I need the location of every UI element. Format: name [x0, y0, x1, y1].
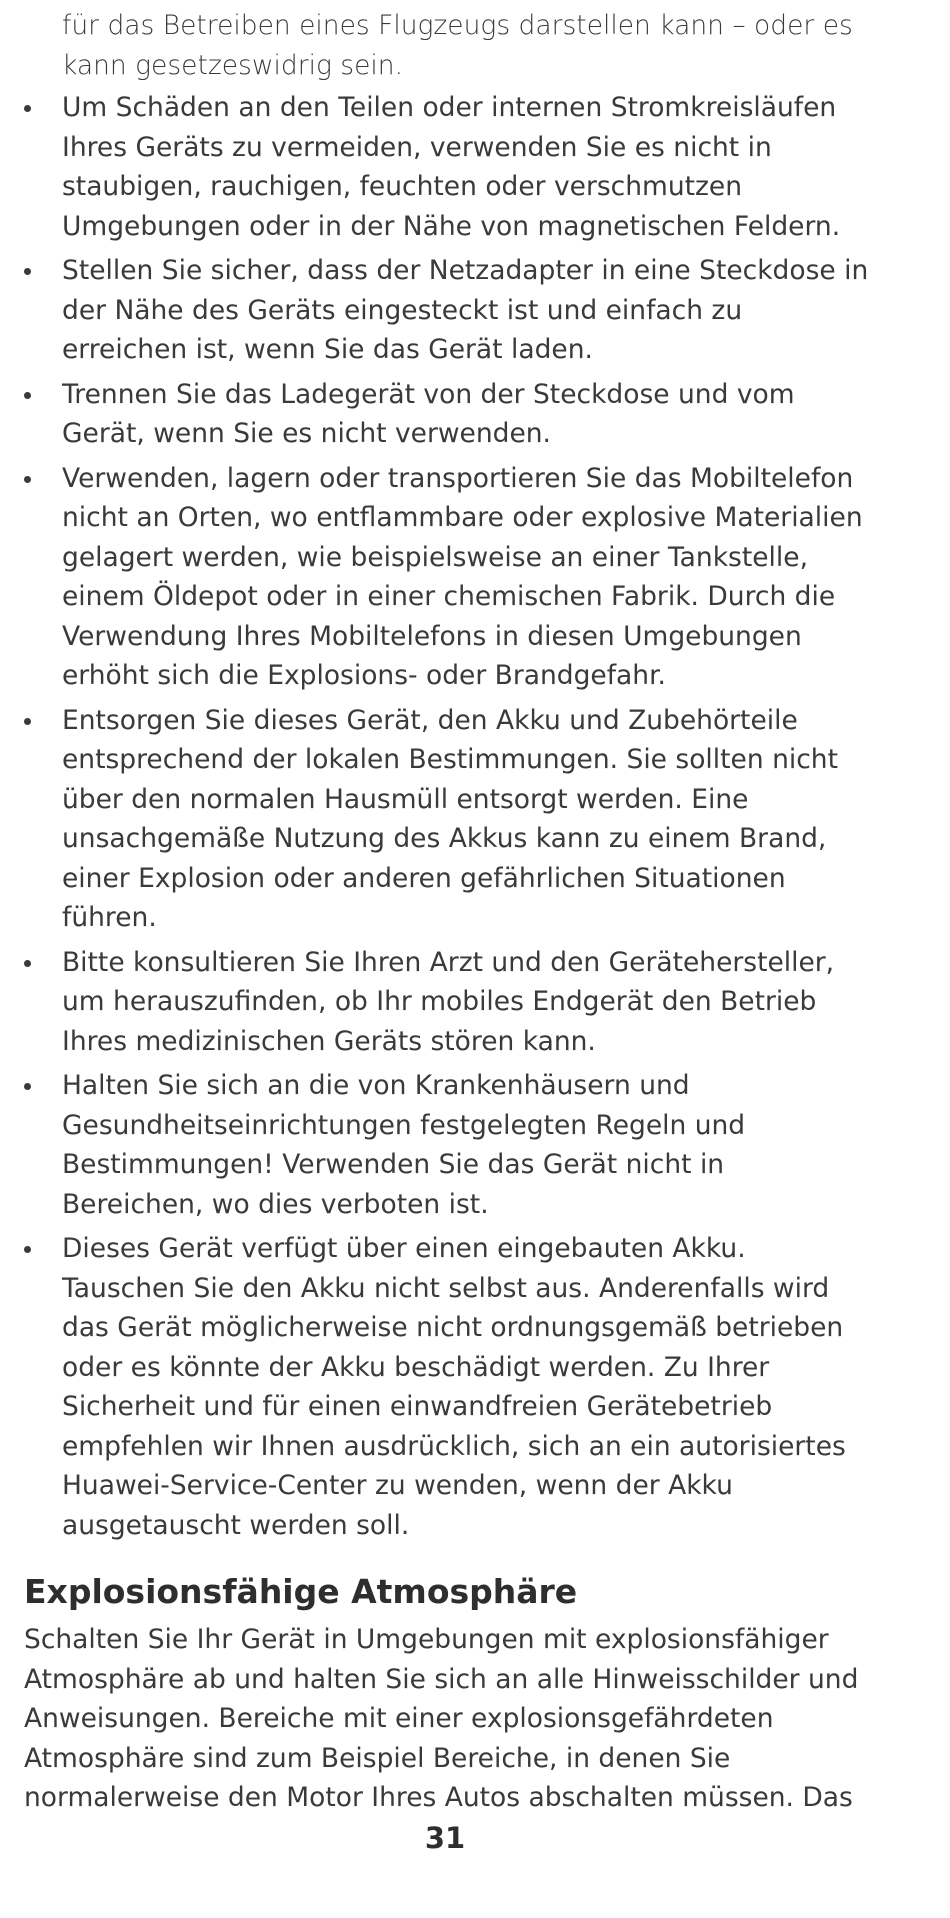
- bullet-text: Stellen Sie sicher, dass der Netzadapter in eine Steckdose in der Nähe des Geräts eingesteckt ist und einfach zu erreichen ist, wenn Sie das Gerät laden.: [62, 255, 869, 365]
- bullet-text: Bitte konsultieren Sie Ihren Arzt und den Gerätehersteller, um herauszufinden, ob Ihr mobiles Endgerät den Betrieb Ihres medizinischen Geräts stören kann.: [62, 946, 835, 1057]
- bullet-text: Entsorgen Sie dieses Gerät, den Akku und Zubehörteile entsprechend der lokalen Bestimmungen. Sie sollten nicht über den normalen Hausmüll entsorgt werden. Eine unsachgemäße Nutzung des Akkus kann zu einem Brand, einer Explosion oder anderen gefährlichen Situationen führen.: [62, 704, 838, 933]
- bullet-icon: [24, 1083, 31, 1090]
- bullet-text: Verwenden, lagern oder transportieren Sie das Mobiltelefon nicht an Orten, wo entflammbare oder explosive Materialien gelagert werden, wie beispielsweise an einer Tankstelle, einem Öldepot oder in einer chemischen Fabrik. Durch die Verwendung Ihres Mobiltelefons in diesen Umgebungen erhöht sich die Explosions- oder Brandgefahr.: [62, 462, 863, 691]
- bullet-icon: [24, 392, 31, 399]
- list-item: [0, 701, 870, 938]
- bullet-icon: [24, 1246, 31, 1253]
- continued-paragraph: für das Betreiben eines Flugzeugs darstellen kann – oder es kann gesetzeswidrig sein.: [62, 10, 853, 81]
- bullet-icon: [24, 105, 31, 112]
- list-item: [0, 943, 870, 1062]
- bullet-icon: [24, 476, 31, 483]
- list-item: [0, 459, 870, 696]
- bullet-text: Trennen Sie das Ladegerät von der Steckdose und vom Gerät, wenn Sie es nicht verwenden.: [62, 378, 795, 449]
- bullet-icon: [24, 718, 31, 725]
- list-item: [0, 375, 870, 454]
- section-body-text: Schalten Sie Ihr Gerät in Umgebungen mit explosionsfähiger Atmosphäre ab und halten Sie sich an alle Hinweisschilder und Anweisungen. Bereiche mit einer explosionsgefährdeten Atmosphäre sind zum Beispiel Bereiche, in denen Sie normalerweise den Motor Ihres Autos abschalten müssen. Das: [24, 1624, 859, 1813]
- list-item: [0, 251, 870, 370]
- bullet-text: Dieses Gerät verfügt über einen eingebauten Akku. Tauschen Sie den Akku nicht selbst aus. Anderenfalls wird das Gerät möglicherweise nicht ordnungsgemäß betrieben oder es könnte der Akku beschädigt werden. Zu Ihrer Sicherheit und für einen einwandfreien Gerätebetrieb empfehlen wir Ihnen ausdrücklich, sich an ein autorisiertes Huawei-Service-Center zu wenden, wenn der Akku ausgetauscht werden soll.: [62, 1233, 846, 1541]
- safety-bullet-list: [0, 88, 950, 1550]
- bullet-icon: [24, 268, 31, 275]
- list-item: [0, 1229, 870, 1545]
- list-item: [0, 1066, 870, 1224]
- bullet-text: Um Schäden an den Teilen oder internen Stromkreisläufen Ihres Geräts zu vermeiden, verwenden Sie es nicht in staubigen, rauchigen, feuchten oder verschmutzen Umgebungen oder in der Nähe von magnetischen Feldern.: [62, 92, 841, 242]
- section-heading: Explosionsfähige Atmosphäre: [24, 1572, 578, 1611]
- bullet-icon: [24, 960, 31, 967]
- page-number: 31: [424, 1821, 466, 1855]
- bullet-text: Halten Sie sich an die von Krankenhäusern und Gesundheitseinrichtungen festgelegten Regeln und Bestimmungen! Verwenden Sie das Gerät nicht in Bereichen, wo dies verboten ist.: [62, 1070, 746, 1220]
- list-item: [0, 88, 870, 246]
